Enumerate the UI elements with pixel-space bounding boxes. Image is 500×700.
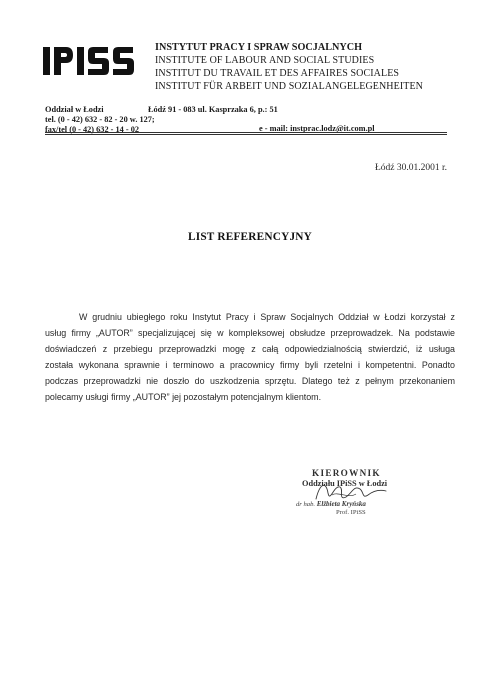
- signatory-role: Prof. IPiSS: [336, 509, 366, 516]
- institute-name-de: INSTITUT FÜR ARBEIT UND SOZIALANGELEGENHEITEN: [155, 81, 423, 92]
- body-line: usług firmy „AUTOR” specjalizującej się w kompleksowej obsłudze przeprowadzek. Na podstawie: [45, 328, 455, 338]
- branch-name: Oddział w Łodzi: [45, 105, 104, 114]
- body-line: doświadczeń z przebiegu przeprowadzki mogę z całą odpowiedzialnością stwierdzić, iż usługa: [45, 344, 455, 354]
- stamp-title: KIEROWNIK: [312, 468, 381, 478]
- ipiss-logo-mark: [42, 44, 138, 78]
- branch-email: e - mail: instprac.lodz@it.com.pl: [259, 124, 375, 133]
- body-line: została wykonana sprawnie i terminowo a pracownicy firmy byli rzetelni i kompetentni. Ponadto: [45, 360, 455, 370]
- institute-name-fr: INSTITUT DU TRAVAIL ET DES AFFAIRES SOCIALES: [155, 68, 400, 79]
- signature-stamp: [296, 468, 436, 528]
- body-line: polecamy usługi firmy „AUTOR” jej pozostałym potencjalnym klientom.: [45, 392, 322, 402]
- letter-date: Łódź 30.01.2001 r.: [374, 163, 447, 173]
- header-rule: [45, 132, 447, 133]
- letter-title: LIST REFERENCYJNY: [187, 231, 313, 243]
- fax-number: fax/tel (0 - 42) 632 - 14 - 02: [45, 124, 140, 134]
- institute-name-en: INSTITUTE OF LABOUR AND SOCIAL STUDIES: [155, 55, 375, 66]
- phone-number: tel. (0 - 42) 632 - 82 - 20 w. 127;: [45, 115, 155, 125]
- institute-name-pl: INSTYTUT PRACY I SPRAW SOCJALNYCH: [155, 42, 362, 53]
- signatory-prefix: dr hab.: [296, 501, 316, 508]
- letter-body: [45, 309, 455, 405]
- body-line: W grudniu ubiegłego roku Instytut Pracy i Spraw Socjalnych Oddział w Łodzi korzystał z: [79, 312, 455, 322]
- signatory-full-name: Elżbieta Kryńska: [316, 500, 366, 508]
- stamp-unit: Oddziału IPiSS w Łodzi: [302, 479, 388, 488]
- header-rule-second: [45, 134, 447, 135]
- branch-address: Łódź 91 - 083 ul. Kasprzaka 6, p.: 51: [148, 105, 278, 114]
- ipiss-logo: [42, 44, 138, 78]
- body-line: podczas przeprowadzki nie doszło do uszkodzenia sprzętu. Dlatego też z pełnym przekonaniem: [45, 376, 455, 386]
- institute-names: [155, 41, 423, 93]
- signatory-name: [296, 500, 366, 508]
- branch-contact: [45, 105, 155, 134]
